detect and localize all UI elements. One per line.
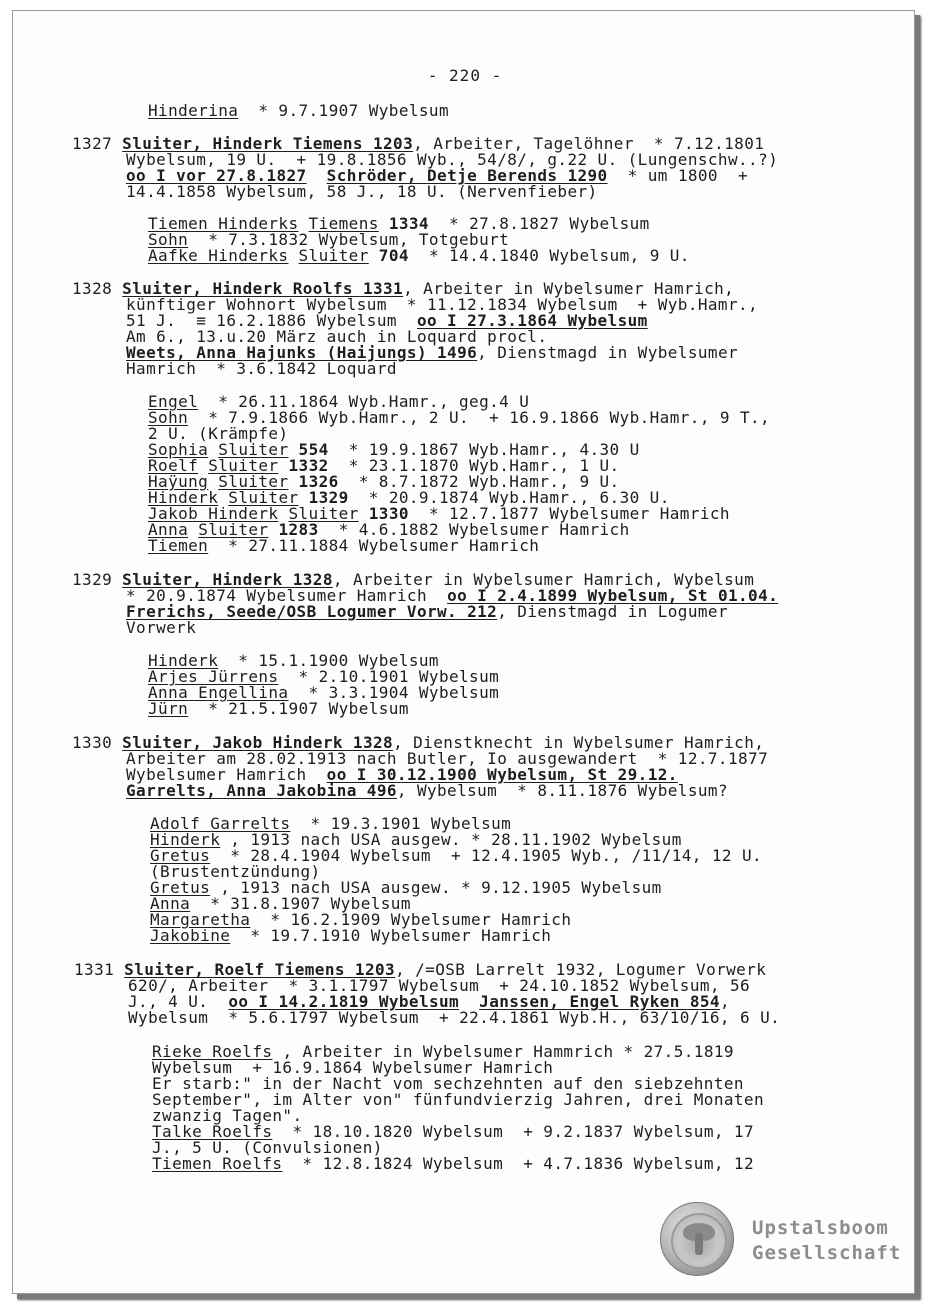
text-line: Roelf Sluiter 1332 * 23.1.1870 Wyb.Hamr., 1 U. [148, 456, 620, 475]
text-line: Jürn * 21.5.1907 Wybelsum [148, 699, 409, 718]
text-line: Sohn * 7.9.1866 Wyb.Hamr., 2 U. + 16.9.1866 Wyb.Hamr., 9 T., [148, 408, 771, 427]
text-line: Aafke Hinderks Sluiter 704 * 14.4.1840 Wybelsum, 9 U. [148, 246, 690, 265]
text-line: oo I vor 27.8.1827 Schröder, Detje Berends 1290 * um 1800 + [126, 166, 749, 185]
text-line: Hinderk * 15.1.1900 Wybelsum [148, 651, 439, 670]
text-line: Er starb:" in der Nacht vom sechzehnten auf den siebzehnten [152, 1074, 744, 1093]
logo-text-line2: Gesellschaft [752, 1242, 902, 1264]
text-line: Talke Roelfs * 18.10.1820 Wybelsum + 9.2.1837 Wybelsum, 17 [152, 1122, 754, 1141]
text-line: Gretus , 1913 nach USA ausgew. * 9.12.1905 Wybelsum [150, 878, 662, 897]
text-line: J., 5 U. (Convulsionen) [152, 1138, 383, 1157]
text-line: Wybelsumer Hamrich oo I 30.12.1900 Wybelsum, St 29.12. [126, 765, 678, 784]
text-line: 51 J. ≡ 16.2.1886 Wybelsum oo I 27.3.1864 Wybelsum [126, 311, 648, 330]
text-line: Anna Engellina * 3.3.1904 Wybelsum [148, 683, 500, 702]
text-line: Am 6., 13.u.20 März auch in Loquard procl. [126, 327, 548, 346]
seal-inner-ring [671, 1213, 727, 1269]
text-line: Margaretha * 16.2.1909 Wybelsumer Hamrich [150, 910, 572, 929]
text-line: Hinderina * 9.7.1907 Wybelsum [148, 101, 449, 120]
text-line: Hamrich * 3.6.1842 Loquard [126, 359, 397, 378]
text-line: 1331 Sluiter, Roelf Tiemens 1203, /=OSB Larrelt 1932, Logumer Vorwerk [74, 960, 767, 979]
text-line: Sophia Sluiter 554 * 19.9.1867 Wyb.Hamr., 4.30 U [148, 440, 640, 459]
text-line: * 20.9.1874 Wybelsumer Hamrich oo I 2.4.1899 Wybelsum, St 01.04. [126, 586, 779, 605]
text-line: Jakob Hinderk Sluiter 1330 * 12.7.1877 Wybelsumer Hamrich [148, 504, 730, 523]
text-line: Jakobine * 19.7.1910 Wybelsumer Hamrich [150, 926, 552, 945]
text-line: J., 4 U. oo I 14.2.1819 Wybelsum Janssen, Engel Ryken 854, [128, 992, 731, 1011]
text-line: Arjes Jürrens * 2.10.1901 Wybelsum [148, 667, 500, 686]
text-line: 1329 Sluiter, Hinderk 1328, Arbeiter in Wybelsumer Hamrich, Wybelsum [72, 570, 755, 589]
text-line: Wybelsum * 5.6.1797 Wybelsum + 22.4.1861 Wyb.H., 63/10/16, 6 U. [128, 1008, 781, 1027]
tree-trunk-icon [695, 1233, 703, 1255]
text-line: Arbeiter am 28.02.1913 nach Butler, Io ausgewandert * 12.7.1877 [126, 749, 769, 768]
text-line: September", im Alter von" fünfundvierzig Jahren, drei Monaten [152, 1090, 765, 1109]
text-line: Tiemen Roelfs * 12.8.1824 Wybelsum + 4.7.1836 Wybelsum, 12 [152, 1154, 754, 1173]
text-line: 1327 Sluiter, Hinderk Tiemens 1203, Arbeiter, Tagelöhner * 7.12.1801 [72, 134, 765, 153]
text-line: Hinderk Sluiter 1329 * 20.9.1874 Wyb.Hamr., 6.30 U. [148, 488, 670, 507]
text-line: künftiger Wohnort Wybelsum * 11.12.1834 Wybelsum + Wyb.Hamr., [126, 295, 759, 314]
text-line: Wybelsum + 16.9.1864 Wybelsumer Hamrich [152, 1058, 554, 1077]
text-line: Hinderk , 1913 nach USA ausgew. * 28.11.1902 Wybelsum [150, 830, 682, 849]
text-line: Sohn * 7.3.1832 Wybelsum, Totgeburt [148, 230, 510, 249]
text-line: zwanzig Tagen". [152, 1106, 303, 1125]
text-line: Tiemen Hinderks Tiemens 1334 * 27.8.1827 Wybelsum [148, 214, 650, 233]
text-line: Weets, Anna Hajunks (Haijungs) 1496, Dienstmagd in Wybelsumer [126, 343, 739, 362]
text-line: Rieke Roelfs , Arbeiter in Wybelsumer Hammrich * 27.5.1819 [152, 1042, 734, 1061]
text-line: Vorwerk [126, 618, 197, 637]
text-line: Engel * 26.11.1864 Wyb.Hamr., geg.4 U [148, 392, 530, 411]
text-line: Wybelsum, 19 U. + 19.8.1856 Wyb., 54/8/, g.22 U. (Lungenschw..?) [126, 150, 779, 169]
text-line: (Brustentzündung) [150, 862, 321, 881]
seal-logo-icon [660, 1202, 734, 1276]
text-line: 2 U. (Krämpfe) [148, 424, 289, 443]
text-line: 620/, Arbeiter * 3.1.1797 Wybelsum + 24.10.1852 Wybelsum, 56 [128, 976, 751, 995]
text-line: Haÿung Sluiter 1326 * 8.7.1872 Wyb.Hamr., 9 U. [148, 472, 620, 491]
text-line: Garrelts, Anna Jakobina 496, Wybelsum * 8.11.1876 Wybelsum? [126, 781, 728, 800]
text-line: Gretus * 28.4.1904 Wybelsum + 12.4.1905 Wyb., /11/14, 12 U. [150, 846, 763, 865]
text-line: Adolf Garrelts * 19.3.1901 Wybelsum [150, 814, 512, 833]
text-line: Anna * 31.8.1907 Wybelsum [150, 894, 411, 913]
text-line: Tiemen * 27.11.1884 Wybelsumer Hamrich [148, 536, 540, 555]
text-line: 1328 Sluiter, Hinderk Roolfs 1331, Arbeiter in Wybelsumer Hamrich, [72, 279, 735, 298]
logo-text-line1: Upstalsboom [752, 1217, 889, 1239]
page-number: - 220 - [427, 66, 503, 85]
text-line: 1330 Sluiter, Jakob Hinderk 1328, Dienstknecht in Wybelsumer Hamrich, [72, 733, 765, 752]
text-line: 14.4.1858 Wybelsum, 58 J., 18 U. (Nervenfieber) [126, 182, 598, 201]
text-line: Anna Sluiter 1283 * 4.6.1882 Wybelsumer Hamrich [148, 520, 630, 539]
text-line: Frerichs, Seede/OSB Logumer Vorw. 212, Dienstmagd in Logumer [126, 602, 728, 621]
